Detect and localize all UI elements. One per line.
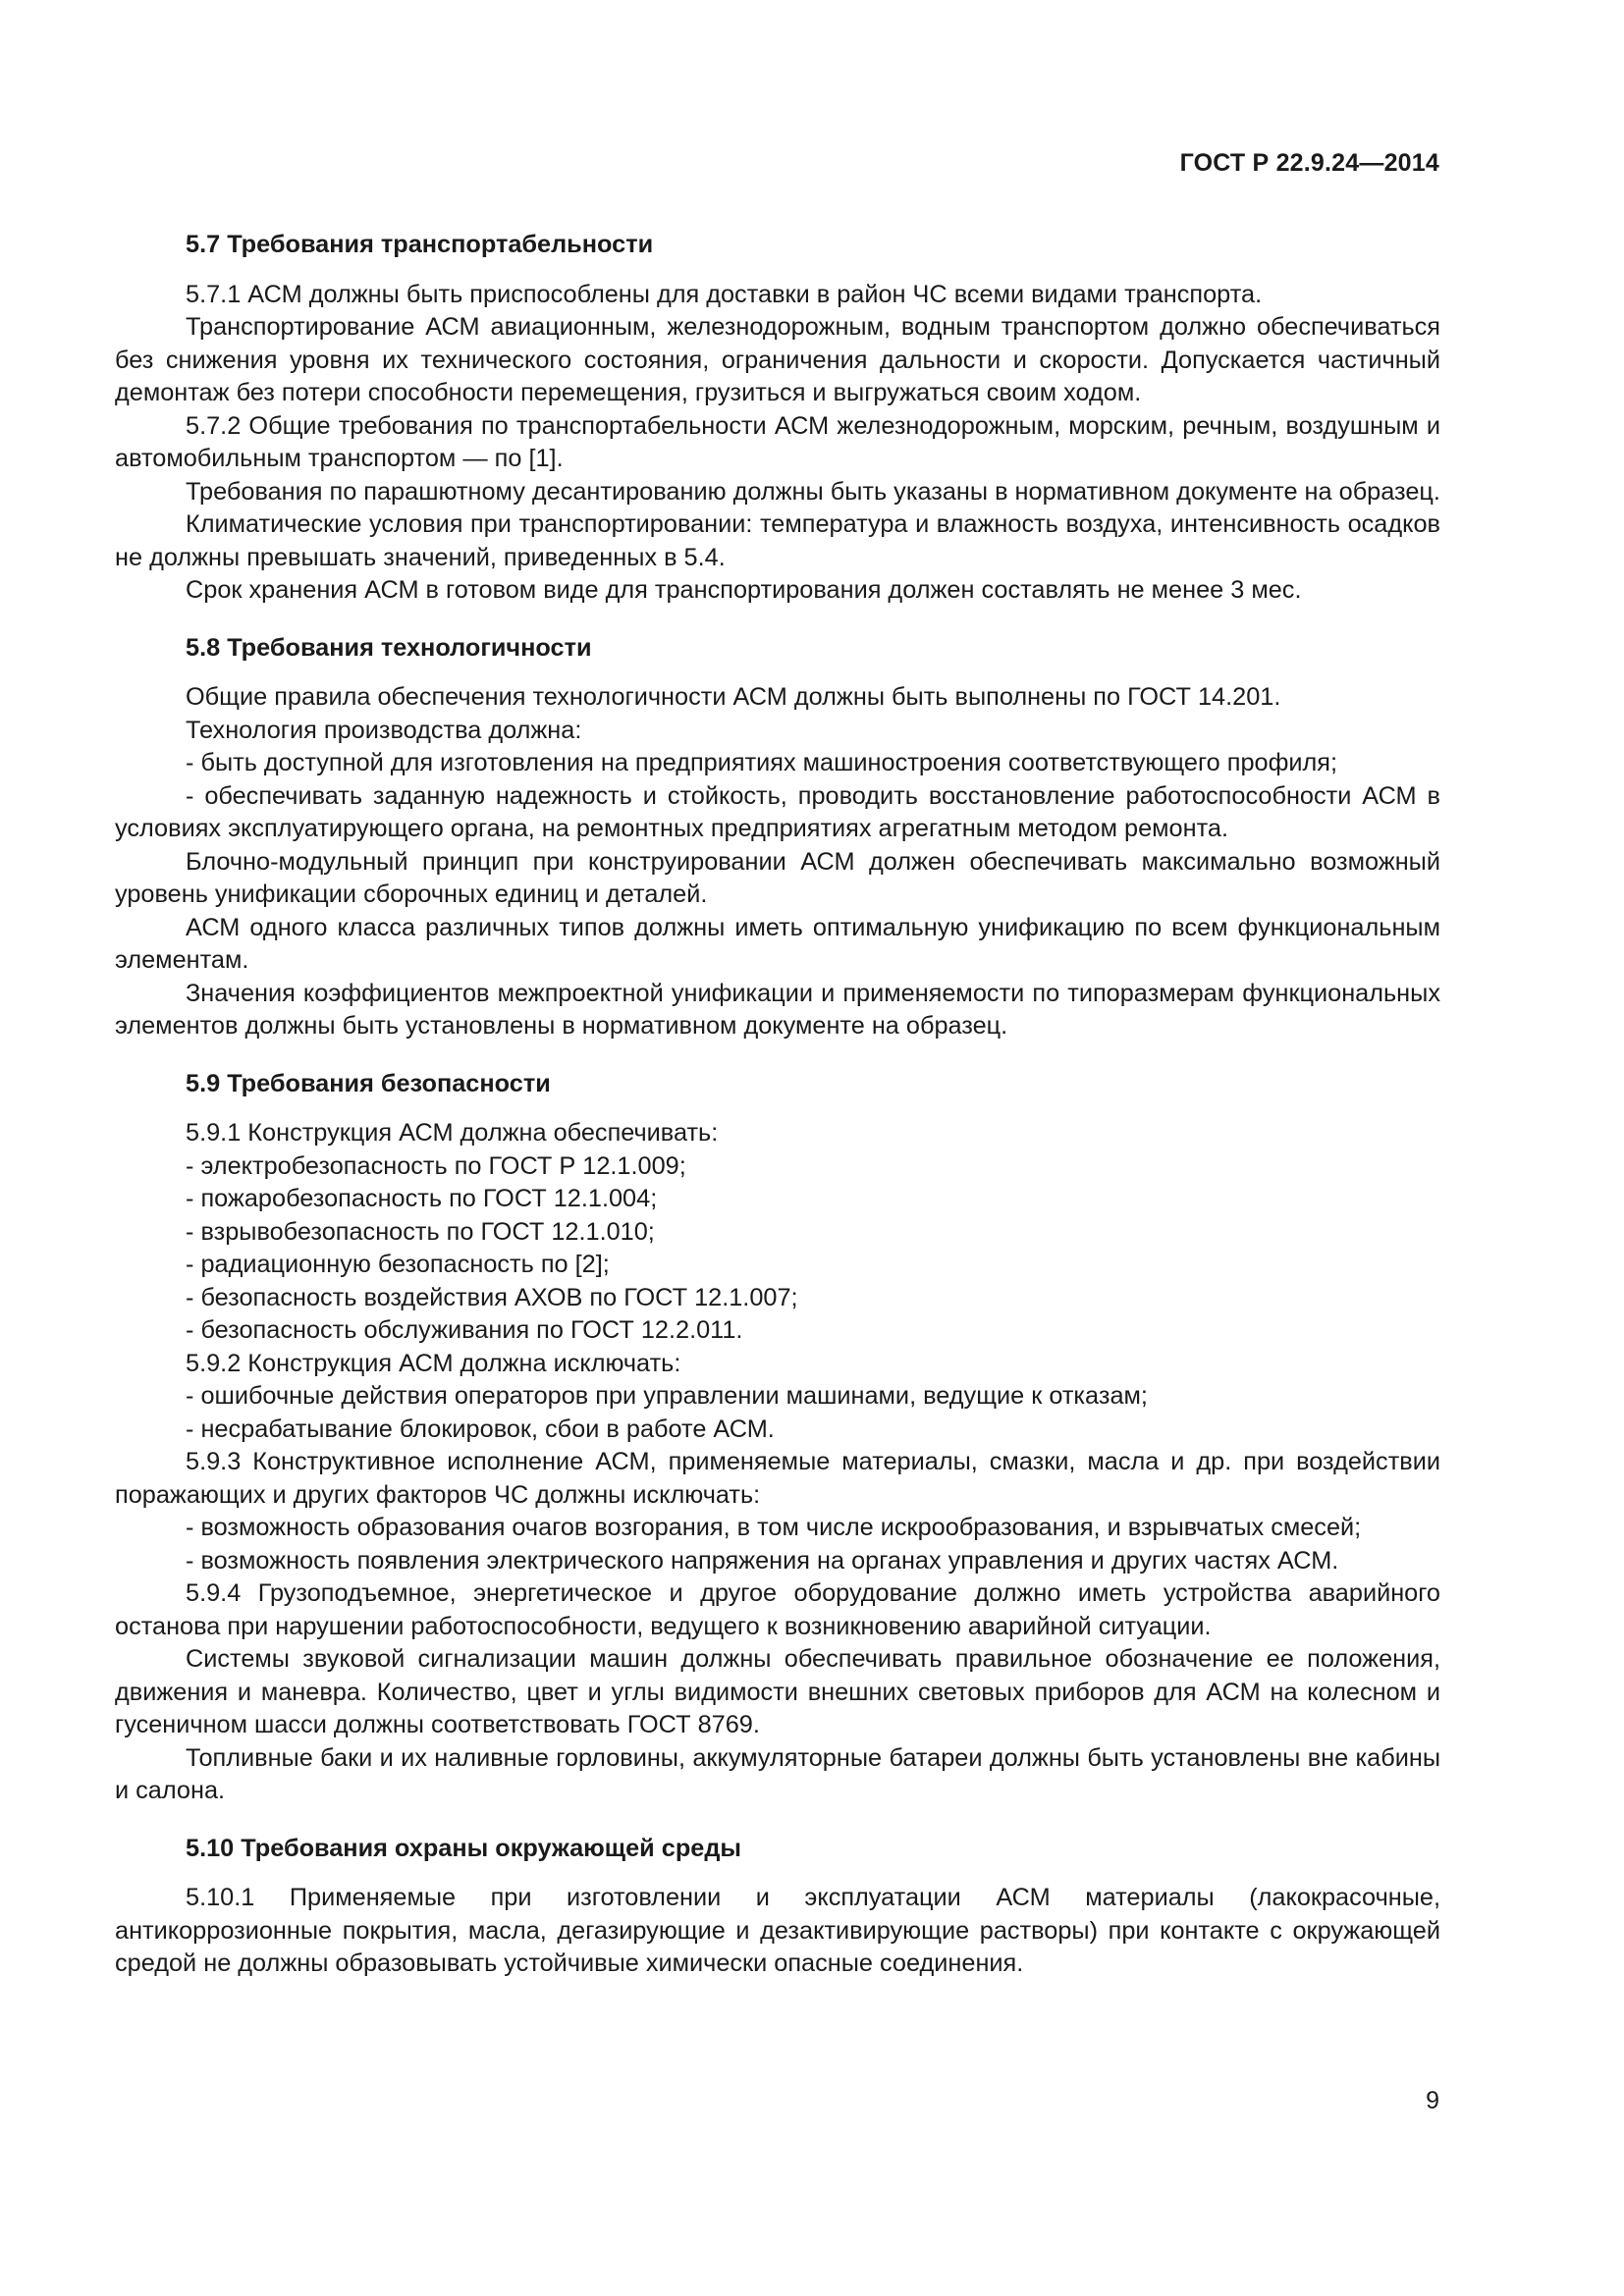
paragraph: 5.7.1 АСМ должны быть приспособлены для доставки в район ЧС всеми видами транспорта. [186, 280, 1263, 308]
section-5-10 [115, 1833, 1440, 1981]
document-id-header: ГОСТ Р 22.9.24—2014 [1179, 149, 1439, 177]
section-heading: 5.9 Требования безопасности [186, 1069, 551, 1097]
paragraph: Транспортирование АСМ авиационным, железнодорожным, водным транспортом должно обеспечиваться без снижения уровня их технического состояния, ограничения дальности и скорости. Допускается частичный демонтаж без потери способности перемещения, грузиться и выгружаться своим ходом. [115, 313, 1440, 406]
list-item: - ошибочные действия операторов при управлении машинами, ведущие к отказам; [186, 1382, 1148, 1410]
section-heading: 5.8 Требования технологичности [186, 633, 592, 662]
list-item: - обеспечивать заданную надежность и стойкость, проводить восстановление работоспособности АСМ в условиях эксплуатирующего органа, на ремонтных предприятиях агрегатным методом ремонта. [115, 781, 1440, 842]
paragraph: Требования по парашютному десантированию должны быть указаны в нормативном документе на образец. [186, 477, 1440, 506]
list-item: - возможность появления электрического напряжения на органах управления и других частях АСМ. [186, 1546, 1339, 1575]
paragraph: Блочно-модульный принцип при конструировании АСМ должен обеспечивать максимально возможный уровень унификации сборочных единиц и деталей. [115, 847, 1440, 908]
section-heading: 5.7 Требования транспортабельности [186, 231, 654, 258]
list-item: - электробезопасность по ГОСТ Р 12.1.009; [186, 1151, 686, 1180]
paragraph: Общие правила обеспечения технологичности АСМ должны быть выполнены по ГОСТ 14.201. [186, 683, 1281, 711]
section-5-9 [115, 1068, 1440, 1808]
list-item: - взрывобезопасность по ГОСТ 12.1.010; [186, 1217, 655, 1246]
list-item: - безопасность обслуживания по ГОСТ 12.2.011. [186, 1316, 743, 1344]
list-item: - возможность образования очагов возгорания, в том числе искрообразования, и взрывчатых смесей; [186, 1514, 1362, 1541]
paragraph: Срок хранения АСМ в готовом виде для транспортирования должен составлять не менее 3 мес. [186, 576, 1302, 604]
paragraph: АСМ одного класса различных типов должны иметь оптимальную унификацию по всем функциональным элементам. [115, 913, 1440, 974]
list-item: - безопасность воздействия АХОВ по ГОСТ 12.1.007; [186, 1283, 798, 1311]
paragraph: Топливные баки и их наливные горловины, аккумуляторные батареи должны быть установлены вне кабины и салона. [115, 1743, 1440, 1804]
paragraph: 5.7.2 Общие требования по транспортабельности АСМ железнодорожным, морским, речным, воздушным и автомобильным транспортом — по [1]. [115, 411, 1440, 472]
paragraph: Технология производства должна: [186, 716, 582, 744]
list-item: - несрабатывание блокировок, сбои в работе АСМ. [186, 1415, 775, 1443]
list-item: - пожаробезопасность по ГОСТ 12.1.004; [186, 1185, 658, 1212]
list-item: - радиационную безопасность по [2]; [186, 1251, 610, 1278]
section-5-7 [115, 229, 1440, 608]
paragraph: Значения коэффициентов межпроектной унификации и применяемости по типоразмерам функциональных элементов должны быть установлены в нормативном документе на образец. [115, 979, 1440, 1040]
list-item: - быть доступной для изготовления на предприятиях машиностроения соответствующего профиля; [186, 749, 1338, 776]
paragraph: 5.9.3 Конструктивное исполнение АСМ, применяемые материалы, смазки, масла и др. при воздействии поражающих и других факторов ЧС должны исключать: [115, 1448, 1440, 1509]
paragraph: Системы звуковой сигнализации машин должны обеспечивать правильное обозначение ее положения, движения и маневра. Количество, цвет и углы видимости внешних световых приборов для АСМ на колесном и гусеничном шасси должны соответствовать ГОСТ 8769. [115, 1645, 1440, 1738]
section-heading: 5.10 Требования охраны окружающей среды [186, 1834, 742, 1862]
paragraph: 5.10.1 Применяемые при изготовлении и эксплуатации АСМ материалы (лакокрасочные, антикоррозионные покрытия, масла, дегазирующие и дезактивирующие растворы) при контакте с окружающей средой не должны образовывать устойчивые химически опасные соединения. [115, 1884, 1440, 1977]
paragraph: Климатические условия при транспортировании: температура и влажность воздуха, интенсивность осадков не должны превышать значений, приведенных в 5.4. [115, 510, 1440, 571]
document-body [115, 229, 1440, 1981]
paragraph: 5.9.2 Конструкция АСМ должна исключать: [186, 1349, 681, 1377]
page-number: 9 [1426, 2087, 1439, 2114]
section-5-8 [115, 632, 1440, 1043]
paragraph: 5.9.4 Грузоподъемное, энергетическое и другое оборудование должно иметь устройства аварийного останова при нарушении работоспособности, ведущего к возникновению аварийной ситуации. [115, 1579, 1440, 1640]
paragraph: 5.9.1 Конструкция АСМ должна обеспечивать: [186, 1119, 719, 1147]
